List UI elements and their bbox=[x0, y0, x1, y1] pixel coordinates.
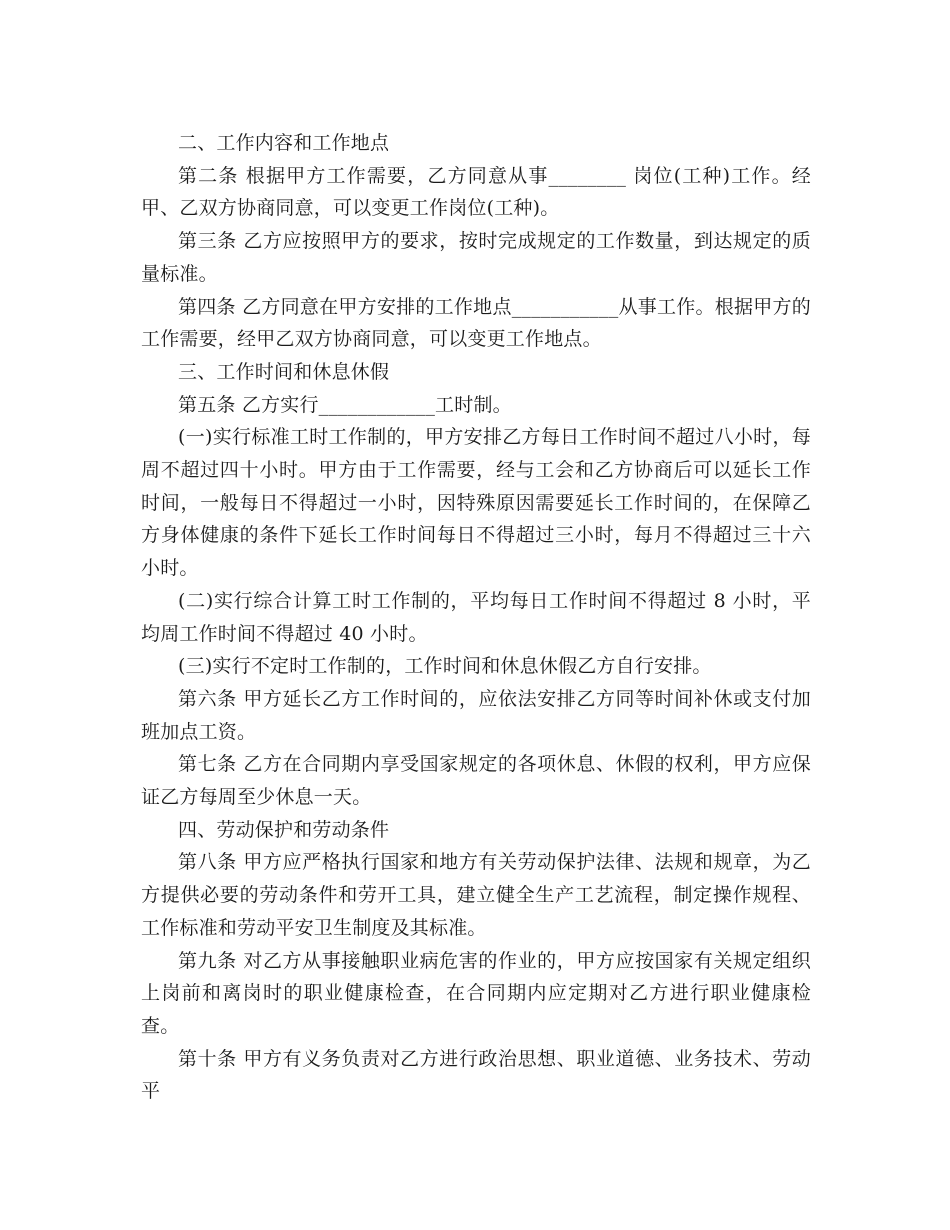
article-6-paragraph: 第六条 甲方延长乙方工作时间的，应依法安排乙方同等时间补休或支付加班加点工资。 bbox=[141, 687, 811, 743]
section-heading-working-hours: 三、工作时间和休息休假 bbox=[178, 360, 390, 383]
clause-1-standard-hours: (一)实行标准工时工作制的，甲方安排乙方每日工作时间不超过八小时，每周不超过四十小时。甲方由于工作需要，经与工会和乙方协商后可以延长工作时间，一般每日不得超过一小时，因特殊原因需要延长工作时间的，在保障乙方身体健康的条件下延长工作时间每日不得超过三小时，每月不得超过三十六小时。 bbox=[141, 426, 811, 580]
article-2-paragraph: 第二条 根据甲方工作需要，乙方同意从事________ 岗位(工种)工作。经甲、乙双方协商同意，可以变更工作岗位(工种)。 bbox=[141, 164, 811, 220]
clause-3-flexible-hours: (三)实行不定时工作制的，工作时间和休息休假乙方自行安排。 bbox=[178, 655, 712, 678]
clause-2-comprehensive-hours: (二)实行综合计算工时工作制的，平均每日工作时间不得超过 8 小时，平均周工作时间不得超过 40 小时。 bbox=[141, 589, 811, 645]
article-10-paragraph: 第十条 甲方有义务负责对乙方进行政治思想、职业道德、业务技术、劳动平 bbox=[141, 1047, 811, 1103]
section-heading-work-content: 二、工作内容和工作地点 bbox=[178, 132, 390, 154]
article-7-paragraph: 第七条 乙方在合同期内享受国家规定的各项休息、休假的权利，甲方应保证乙方每周至少休息一天。 bbox=[141, 753, 811, 809]
article-3-paragraph: 第三条 乙方应按照甲方的要求，按时完成规定的工作数量，到达规定的质量标准。 bbox=[141, 230, 811, 285]
article-5-paragraph: 第五条 乙方实行____________工时制。 bbox=[178, 393, 512, 416]
article-4-paragraph: 第四条 乙方同意在甲方安排的工作地点___________从事工作。根据甲方的工作需要，经甲乙双方协商同意，可以变更工作地点。 bbox=[141, 295, 811, 351]
article-8-paragraph: 第八条 甲方应严格执行国家和地方有关劳动保护法律、法规和规章，为乙方提供必要的劳动条件和劳开工具，建立健全生产工艺流程，制定操作规程、工作标准和劳动平安卫生制度及其标准。 bbox=[141, 851, 811, 939]
section-heading-labor-protection: 四、劳动保护和劳动条件 bbox=[178, 818, 390, 841]
article-9-paragraph: 第九条 对乙方从事接触职业病危害的作业的，甲方应按国家有关规定组织上岗前和离岗时的职业健康检查，在合同期内应定期对乙方进行职业健康检查。 bbox=[141, 949, 811, 1037]
document-body bbox=[141, 127, 811, 1108]
